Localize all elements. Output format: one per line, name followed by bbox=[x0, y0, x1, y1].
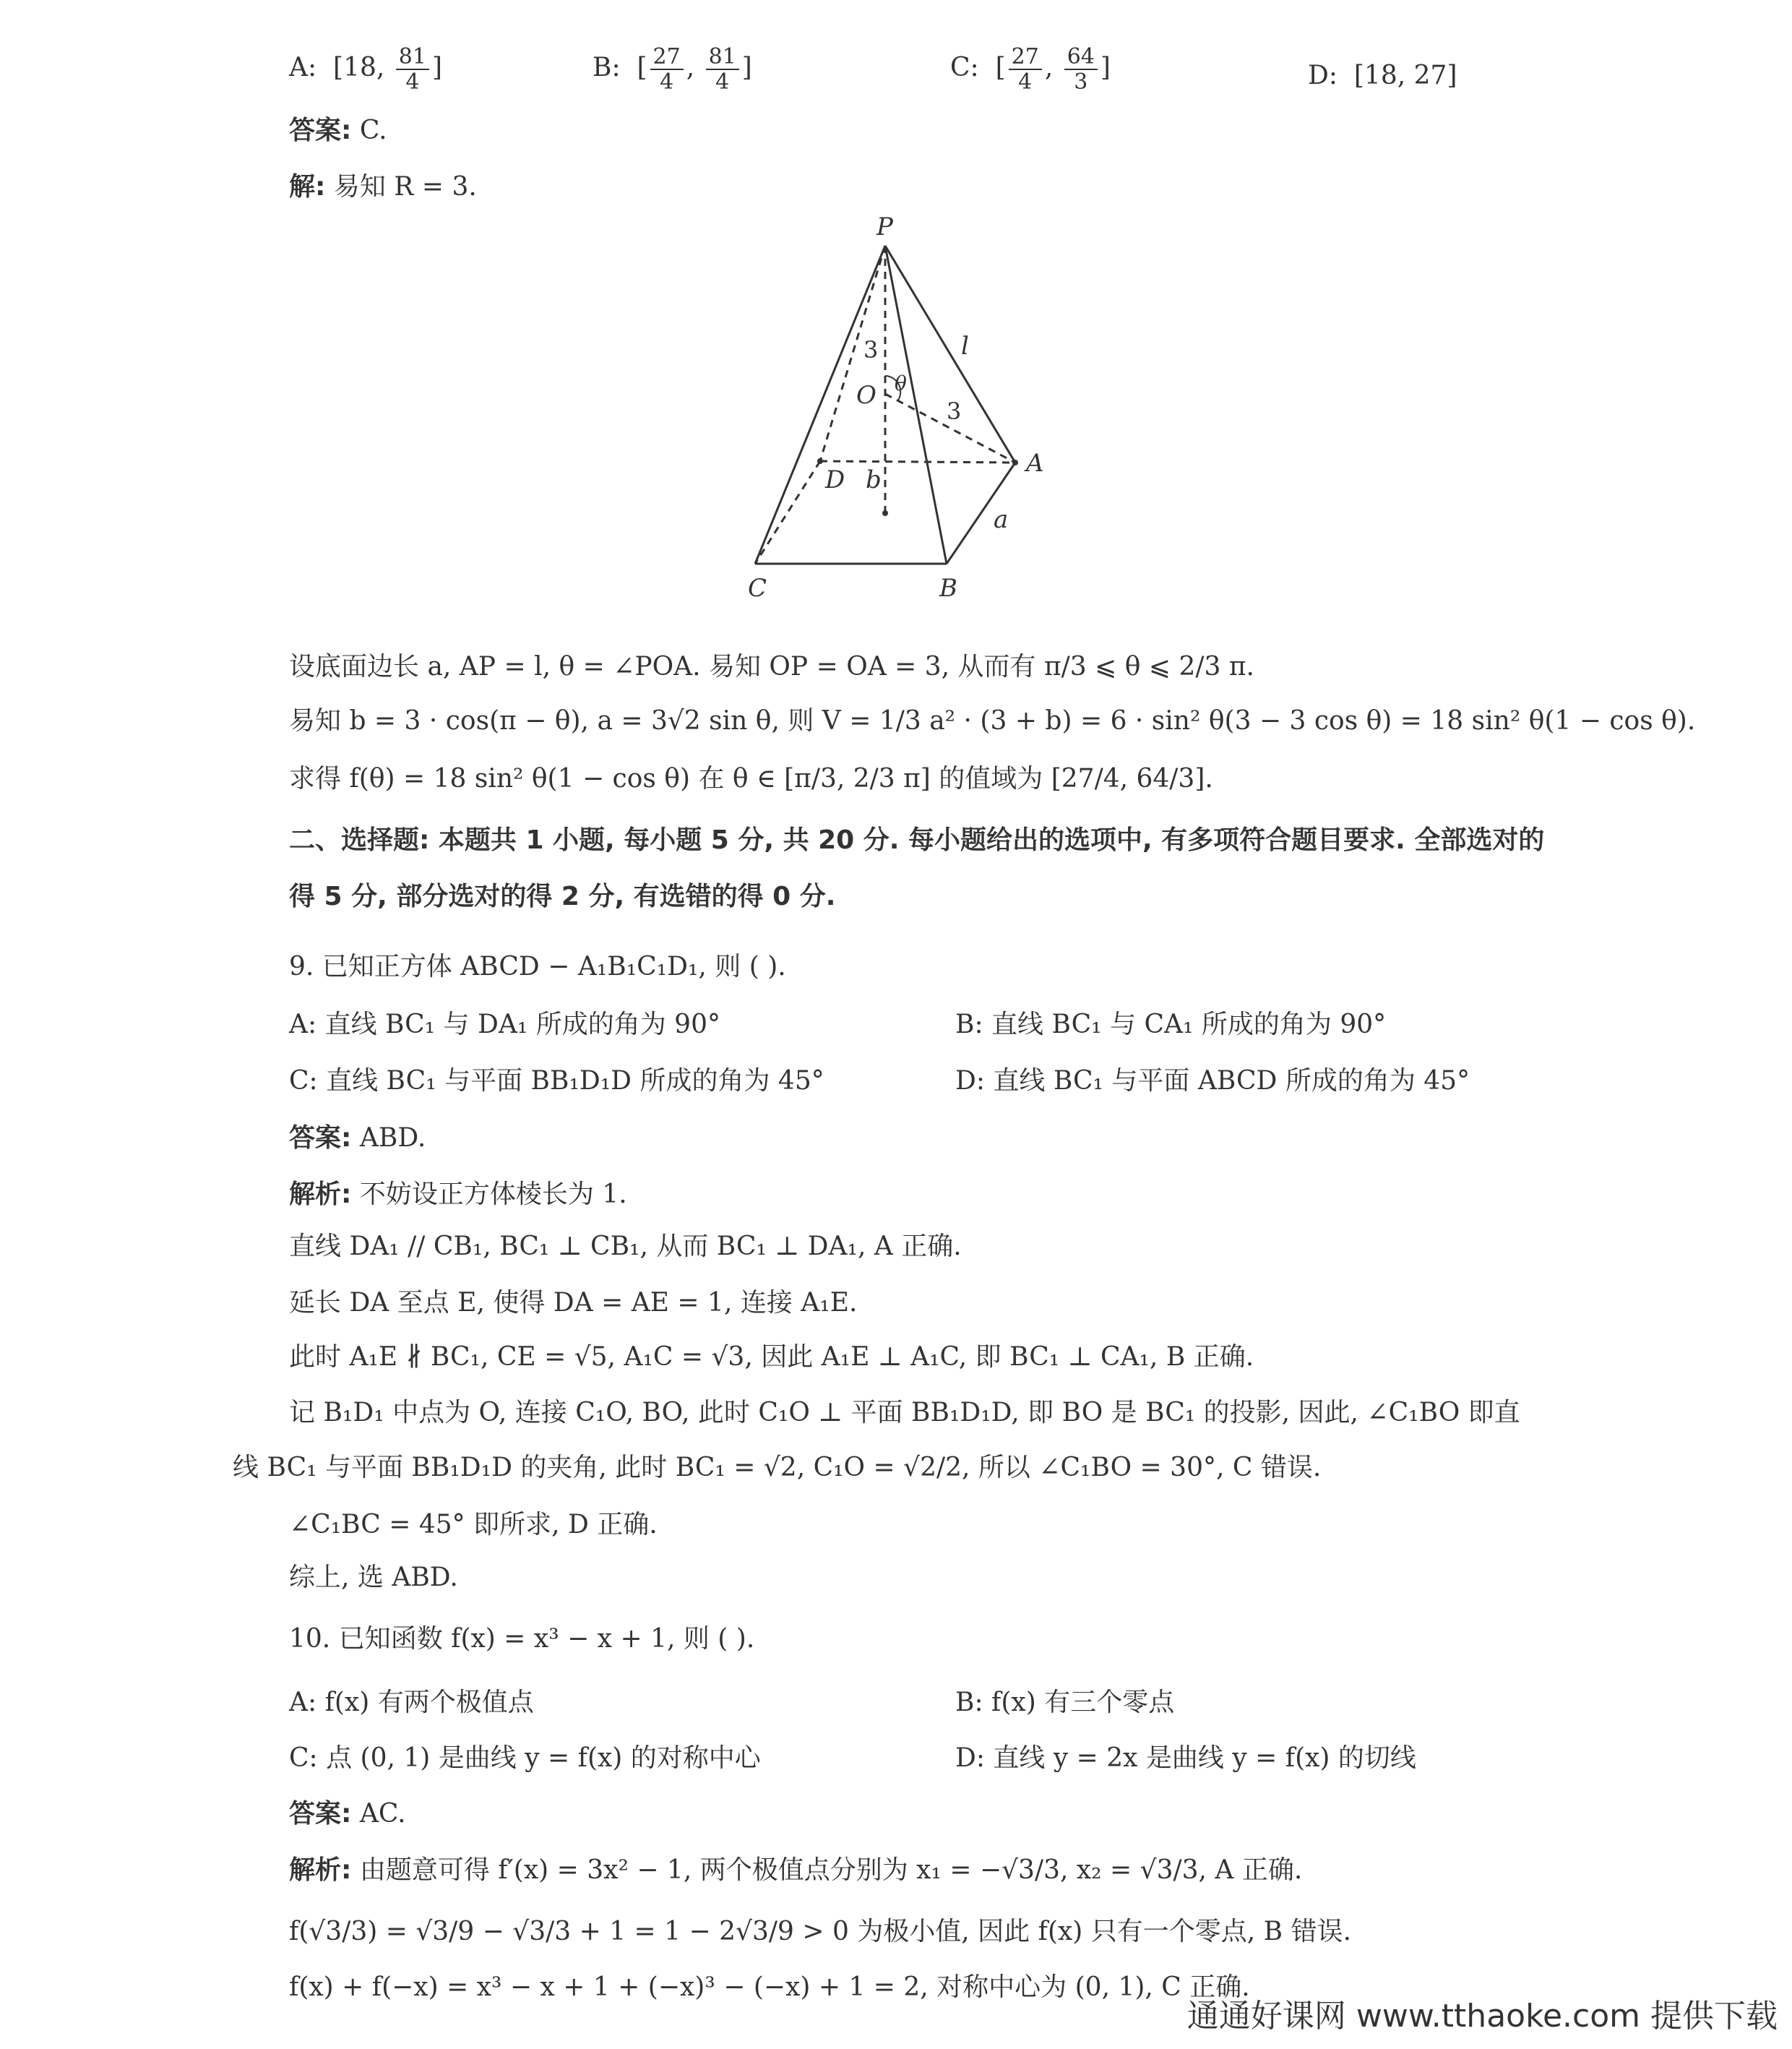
q10-option-b: B: f(x) 有三个零点 bbox=[955, 1688, 1175, 1717]
label-b: B bbox=[939, 574, 957, 603]
q9-line-1: 直线 DA₁ // CB₁, BC₁ ⊥ CB₁, 从而 BC₁ ⊥ DA₁, A 正确. bbox=[289, 1232, 962, 1261]
q9-line-5: 线 BC₁ 与平面 BB₁D₁D 的夹角, 此时 BC₁ = √2, C₁O = √2/2, 所以 ∠C₁BO = 30°, C 错误. bbox=[233, 1453, 1322, 1482]
watermark: 通通好课网 www.tthaoke.com 提供下载 bbox=[1186, 1998, 1778, 2035]
q8-line-3: 求得 f(θ) = 18 sin² θ(1 − cos θ) 在 θ ∈ [π/3, 2/3 π] 的值域为 [27/4, 64/3]. bbox=[289, 764, 1213, 794]
q10-option-a: A: f(x) 有两个极值点 bbox=[289, 1688, 534, 1717]
q8-option-b: B: [ $\frac{27}{4}$ , $\frac{81}{4}$ ] bbox=[593, 44, 752, 95]
q9-line-4: 记 B₁D₁ 中点为 O, 连接 C₁O, BO, 此时 C₁O ⊥ 平面 BB₁D₁D, 即 BO 是 BC₁ 的投影, 因此, ∠C₁BO 即直 bbox=[289, 1398, 1520, 1427]
q9-line-7: 综上, 选 ABD. bbox=[289, 1563, 458, 1592]
q9-option-d: D: 直线 BC₁ 与平面 ABCD 所成的角为 45° bbox=[955, 1066, 1470, 1096]
q8-option-c: C: [ $\frac{27}{4}$ , $\frac{64}{3}$ ] bbox=[950, 44, 1111, 95]
q8-solution: 解: 易知 R = 3. bbox=[289, 172, 477, 202]
q10-option-d: D: 直线 y = 2x 是曲线 y = f(x) 的切线 bbox=[955, 1743, 1416, 1773]
q10-answer: 答案: AC. bbox=[289, 1799, 406, 1829]
q9-option-a: A: 直线 BC₁ 与 DA₁ 所成的角为 90° bbox=[289, 1010, 720, 1039]
q10-option-c: C: 点 (0, 1) 是曲线 y = f(x) 的对称中心 bbox=[289, 1743, 761, 1773]
section2-line-1: 二、选择题: 本题共 1 小题, 每小题 5 分, 共 20 分. 每小题给出的选项中, 有多项符合题目要求. 全部选对的 bbox=[289, 825, 1545, 855]
label-a-side: a bbox=[994, 505, 1009, 534]
q9-option-c: C: 直线 BC₁ 与平面 BB₁D₁D 所成的角为 45° bbox=[289, 1066, 824, 1096]
q8-option-d: D: [18, 27] bbox=[1308, 61, 1457, 90]
label-p: P bbox=[876, 212, 893, 241]
q10-line-1: f(√3/3) = √3/9 − √3/3 + 1 = 1 − 2√3/9 > 0 为极小值, 因此 f(x) 只有一个零点, B 错误. bbox=[289, 1917, 1352, 1946]
label-o: O bbox=[856, 381, 876, 410]
q9-analysis: 解析: 不妨设正方体棱长为 1. bbox=[289, 1180, 627, 1209]
pyramid-figure bbox=[737, 210, 1113, 614]
q9-line-6: ∠C₁BC = 45° 即所求, D 正确. bbox=[289, 1510, 658, 1539]
q10-line-2: f(x) + f(−x) = x³ − x + 1 + (−x)³ − (−x) + 1 = 2, 对称中心为 (0, 1), C 正确. bbox=[289, 1972, 1250, 2002]
q8-line-2: 易知 b = 3 · cos(π − θ), a = 3√2 sin θ, 则 V = 1/3 a² · (3 + b) = 6 · sin² θ(3 − 3 cos θ) = 18 sin² θ(1 − cos θ). bbox=[289, 706, 1696, 736]
label-b-height: b bbox=[866, 465, 882, 494]
q9-line-2: 延长 DA 至点 E, 使得 DA = AE = 1, 连接 A₁E. bbox=[289, 1288, 858, 1318]
label-d: D bbox=[825, 465, 845, 494]
q10-analysis: 解析: 由题意可得 f′(x) = 3x² − 1, 两个极值点分别为 x₁ = −√3/3, x₂ = √3/3, A 正确. bbox=[289, 1855, 1303, 1885]
section2-line-2: 得 5 分, 部分选对的得 2 分, 有选错的得 0 分. bbox=[289, 882, 836, 911]
label-theta: θ bbox=[895, 371, 907, 395]
q10-stem: 10. 已知函数 f(x) = x³ − x + 1, 则 ( ). bbox=[289, 1624, 755, 1654]
q9-line-3: 此时 A₁E ∦ BC₁, CE = √5, A₁C = √3, 因此 A₁E ⊥ A₁C, 即 BC₁ ⊥ CA₁, B 正确. bbox=[289, 1342, 1254, 1372]
q8-option-a: A: [18, $\frac{81}{4}$ ] bbox=[289, 44, 443, 95]
q9-stem: 9. 已知正方体 ABCD − A₁B₁C₁D₁, 则 ( ). bbox=[289, 952, 786, 981]
q9-option-b: B: 直线 BC₁ 与 CA₁ 所成的角为 90° bbox=[955, 1010, 1387, 1039]
label-a: A bbox=[1026, 449, 1044, 478]
q8-line-1: 设底面边长 a, AP = l, θ = ∠POA. 易知 OP = OA = 3, 从而有 π/3 ⩽ θ ⩽ 2/3 π. bbox=[289, 652, 1254, 682]
label-l: l bbox=[961, 332, 969, 361]
q8-answer: 答案: C. bbox=[289, 116, 387, 145]
q9-answer: 答案: ABD. bbox=[289, 1123, 426, 1153]
label-radius-op: 3 bbox=[863, 336, 879, 364]
label-radius-oa: 3 bbox=[947, 398, 962, 425]
label-c: C bbox=[748, 574, 767, 603]
